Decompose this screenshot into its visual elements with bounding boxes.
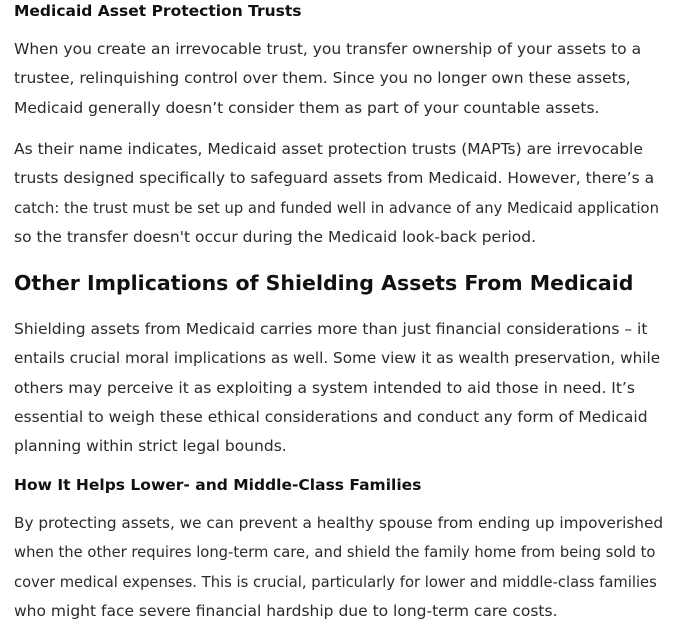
paragraph-line: Shielding assets from Medicaid carries more than just financial considerations – it xyxy=(14,320,648,338)
paragraph-line: catch: the trust must be set up and funded well in advance of any Medicaid application xyxy=(14,199,659,217)
paragraph-protecting-assets xyxy=(14,509,664,626)
paragraph-line: so the transfer doesn't occur during the Medicaid look-back period. xyxy=(14,227,537,246)
paragraph-moral-implications xyxy=(14,315,664,461)
paragraph-line: when the other requires long-term care, and shield the family home from being sold to xyxy=(14,544,656,562)
paragraph-line: As their name indicates, Medicaid asset protection trusts (MAPTs) are irrevocable xyxy=(14,140,643,158)
paragraph-mapts xyxy=(14,135,664,252)
paragraph-line: By protecting assets, we can prevent a healthy spouse from ending up impoverished xyxy=(14,514,664,532)
section-heading-implications: Other Implications of Shielding Assets From Medicaid xyxy=(14,271,634,295)
paragraph-line: When you create an irrevocable trust, you transfer ownership of your assets to a xyxy=(14,40,642,58)
paragraph-line: Medicaid generally doesn’t consider them as part of your countable assets. xyxy=(14,98,600,117)
paragraph-line: essential to weigh these ethical considerations and conduct any form of Medicaid xyxy=(14,407,648,426)
paragraph-line: others may perceive it as exploiting a system intended to aid those in need. It’s xyxy=(14,378,635,397)
section-heading-mapt: Medicaid Asset Protection Trusts xyxy=(14,2,302,20)
paragraph-line: trustee, relinquishing control over them. Since you no longer own these assets, xyxy=(14,69,631,88)
paragraph-line: cover medical expenses. This is crucial, particularly for lower and middle-class families xyxy=(14,573,657,591)
paragraph-line: entails crucial moral implications as well. Some view it as wealth preservation, while xyxy=(14,349,661,368)
section-heading-families: How It Helps Lower- and Middle-Class Families xyxy=(14,476,422,494)
paragraph-irrevocable-trust xyxy=(14,35,664,123)
paragraph-line: who might face severe financial hardship due to long-term care costs. xyxy=(14,601,558,620)
paragraph-line: trusts designed specifically to safeguard assets from Medicaid. However, there’s a xyxy=(14,169,655,188)
paragraph-line: planning within strict legal bounds. xyxy=(14,437,287,456)
